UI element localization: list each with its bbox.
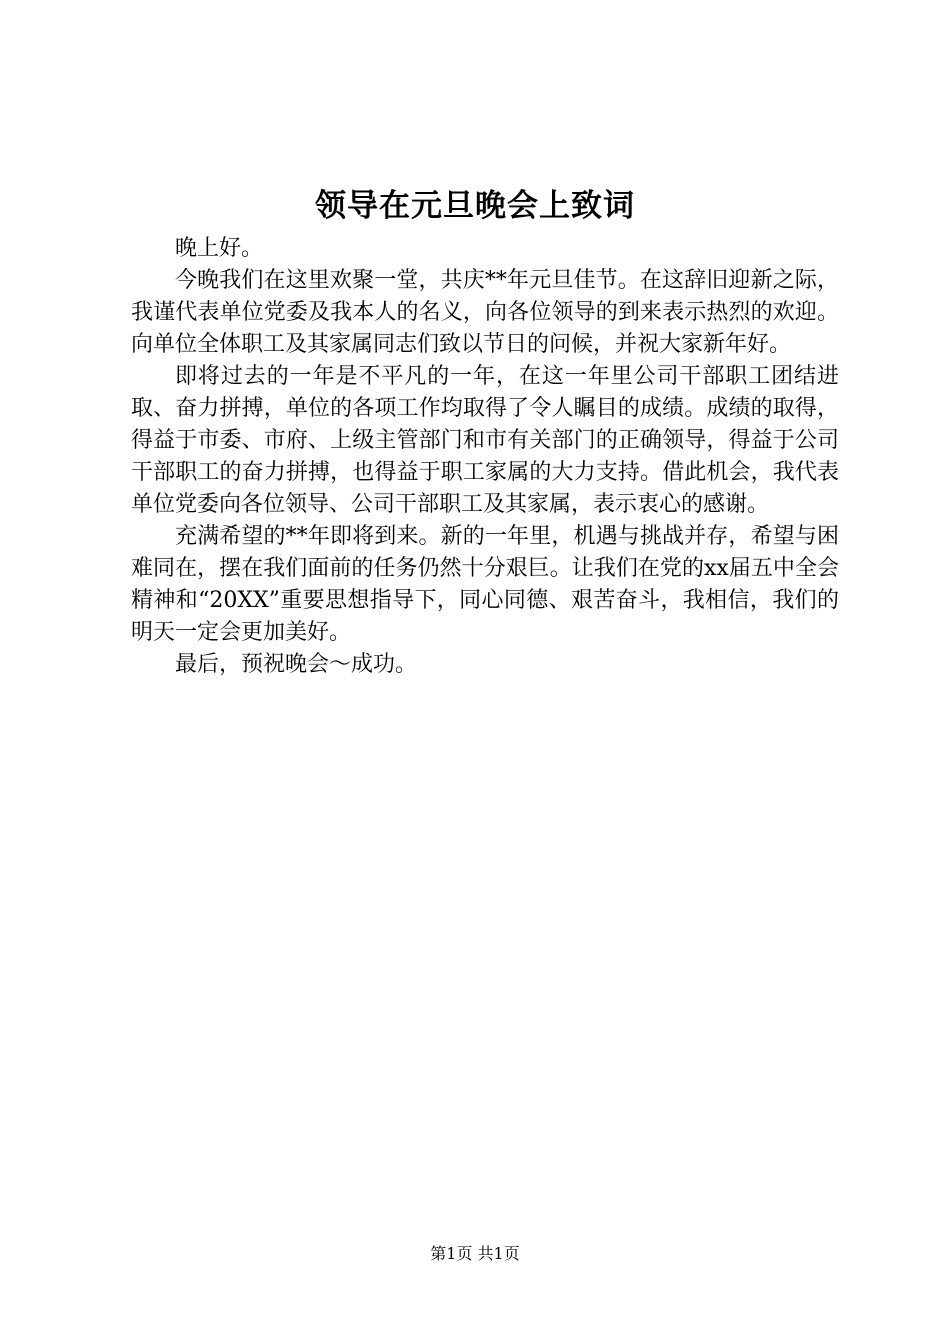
paragraph-greeting: 晚上好。 bbox=[175, 236, 264, 261]
paragraph-closing: 最后，预祝晚会～成功。 bbox=[175, 652, 418, 677]
page-footer: 第1页 共1页 bbox=[430, 1244, 520, 1263]
paragraph-welcome: 今晚我们在这里欢聚一堂，共庆**年元旦佳节。在这辞旧迎新之际，我谨代表单位党委及我本人的名义，向各位领导的到来表示热烈的欢迎。向单位全体职工及其家属同志们致以节日的问候，并祝大家新年好。 bbox=[131, 268, 839, 357]
paragraph-review: 即将过去的一年是不平凡的一年，在这一年里公司干部职工团结进取、奋力拼搏，单位的各项工作均取得了令人瞩目的成绩。成绩的取得，得益于市委、市府、上级主管部门和市有关部门的正确领导，得益于公司干部职工的奋力拼搏，也得益于职工家属的大力支持。借此机会，我代表单位党委向各位领导、公司干部职工及其家属，表示衷心的感谢。 bbox=[131, 364, 839, 517]
document-title: 领导在元旦晚会上致词 bbox=[315, 188, 635, 224]
document-body bbox=[131, 233, 839, 681]
paragraph-outlook: 充满希望的**年即将到来。新的一年里，机遇与挑战并存，希望与困难同在，摆在我们面前的任务仍然十分艰巨。让我们在党的xx届五中全会精神和“20XX”重要思想指导下，同心同德、艰苦奋斗，我相信，我们的明天一定会更加美好。 bbox=[131, 524, 839, 645]
